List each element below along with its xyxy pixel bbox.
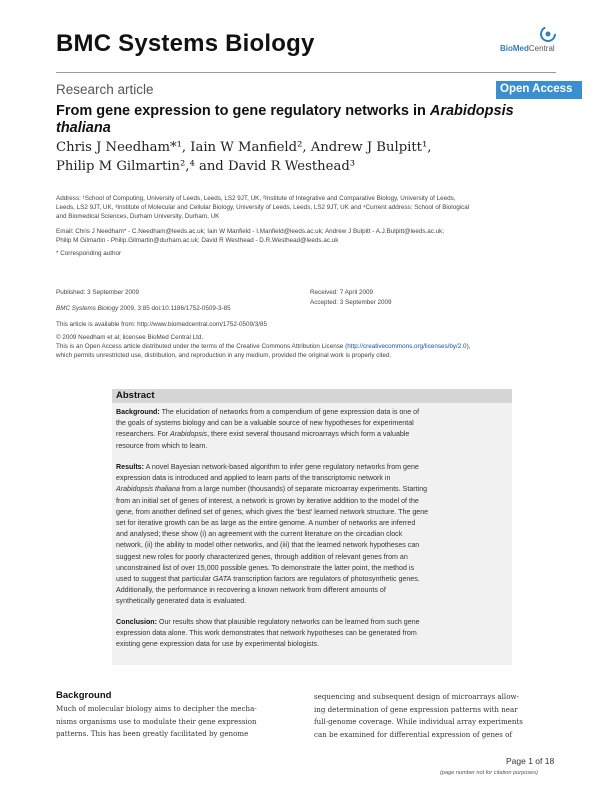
open-access-badge[interactable]: Open Access: [496, 81, 582, 99]
biomed-swirl-icon: [538, 24, 558, 44]
email-block: Email: Chris J Needham* - C.Needham@leeds.ac.uk; Iain W Manfield - I.Manfield@leeds.ac.uk; Andrew J Bulpitt - A.J.Bulpitt@leeds.ac.uk; Philip M Gilmartin - Philip.Gilmartin@durham.ac.uk; David R Westhead - D.R.Westhead@leeds.ac.uk: [56, 228, 445, 245]
author-line: Chris J Needham*¹, Iain W Manfield², Andrew J Bulpitt¹,: [56, 140, 432, 155]
license-text: This is an Open Access article distributed under the terms of the Creative Commons Attribution License (http://creativecommons.org/licenses/by/2.0), which permits unrestricted use, distribution, and reproduction in any medium, provided the original work is properly cited.: [56, 343, 471, 360]
header-divider: [56, 72, 556, 73]
article-url[interactable]: This article is available from: http://www.biomedcentral.com/1752-0509/3/85: [56, 321, 268, 328]
page-number: Page 1 of 18: [506, 756, 555, 766]
journal-title: BMC Systems Biology: [56, 30, 315, 57]
copyright: © 2009 Needham et al; licensee BioMed Central Ltd.: [56, 334, 204, 341]
background-heading: Background: [56, 690, 112, 701]
abstract-header-bar: [112, 389, 512, 403]
license-link[interactable]: http://creativecommons.org/licenses/by/2.0: [347, 343, 467, 350]
author-line: Philip M Gilmartin²,⁴ and David R Westhead³: [56, 159, 356, 174]
abstract-background: Background: The elucidation of networks from a compendium of gene expression data is one of the goals of systems biology and can be a valuable source of new hypotheses for experimental researchers. For Arabidopsis, there exist several thousand microarrays which form a valuable resource from which to learn.: [116, 408, 420, 450]
page-number-note: (page number not for citation purposes): [440, 770, 538, 776]
publisher-logo-text: BioMedCentral: [500, 44, 555, 53]
article-type: Research article: [56, 82, 154, 97]
address-block: Address: ¹School of Computing, University of Leeds, Leeds, LS2 9JT, UK, ²Institute of Integrative and Comparative Biology, University of Leeds, Leeds, LS2 9JT, UK, ³Institute of Molecular and Cellular Biology, University of Leeds, Leeds, LS2 9JT, UK and ⁴Current address: School of Biological and Biomedical Sciences, Durham University, Durham, UK: [56, 195, 470, 221]
body-column-right: sequencing and subsequent design of microarrays allow- ing determination of gene expression patterns with near full-genome coverage. While individual array experiments can be examined for differential expression of genes of: [314, 692, 523, 739]
received-date: Received: 7 April 2009: [310, 289, 374, 296]
accepted-date: Accepted: 3 September 2009: [310, 299, 392, 306]
author-list: [56, 138, 556, 176]
published-date: Published: 3 September 2009: [56, 289, 139, 296]
corresponding-author: * Corresponding author: [56, 250, 122, 257]
body-column-left: Much of molecular biology aims to decipher the mecha- nisms organisms use to modulate their gene expression patterns. This has been greatly facilitated by genome: [56, 704, 257, 739]
abstract-heading: Abstract: [116, 390, 155, 401]
article-title: From gene expression to gene regulatory networks in Arabidopsis thaliana: [56, 103, 514, 136]
abstract-conclusion: Conclusion: Our results show that plausible regulatory networks can be learned from such gene expression data alone. This work demonstrates that network hypotheses can be generated from existing gene expression data for use by experimental biologists.: [116, 618, 420, 649]
abstract-results: Results: A novel Bayesian network-based algorithm to infer gene regulatory networks from gene expression data is introduced and applied to learn parts of the transcriptomic network in Arabidopsis thaliana from a large number (thousands) of separate microarray experiments. Starting from an initial set of genes of interest, a network is grown by iterative addition to the model of the gene, from another defined set of genes, which gives the 'best' learned network structure. The gene set for iterative growth can be as large as the entire genome. A number of networks are inferred and analysed; these show (i) an agreement with the current literature on the circadian clock network, (ii) the ability to model other networks, and (iii) that the learned network hypotheses can suggest new roles for poorly characterized genes, through addition of relevant genes from an unconstrained list of over 15,000 possible genes. To demonstrate the latter point, the method is used to suggest that particular GATA transcription factors are regulators of photosynthetic genes. Additionally, the performance in recovering a known network from different amounts of synthetically generated data is evaluated.: [116, 463, 429, 606]
citation: BMC Systems Biology 2009, 3:85 doi:10.1186/1752-0509-3-85: [56, 305, 231, 312]
publisher-logo[interactable]: [500, 24, 560, 58]
